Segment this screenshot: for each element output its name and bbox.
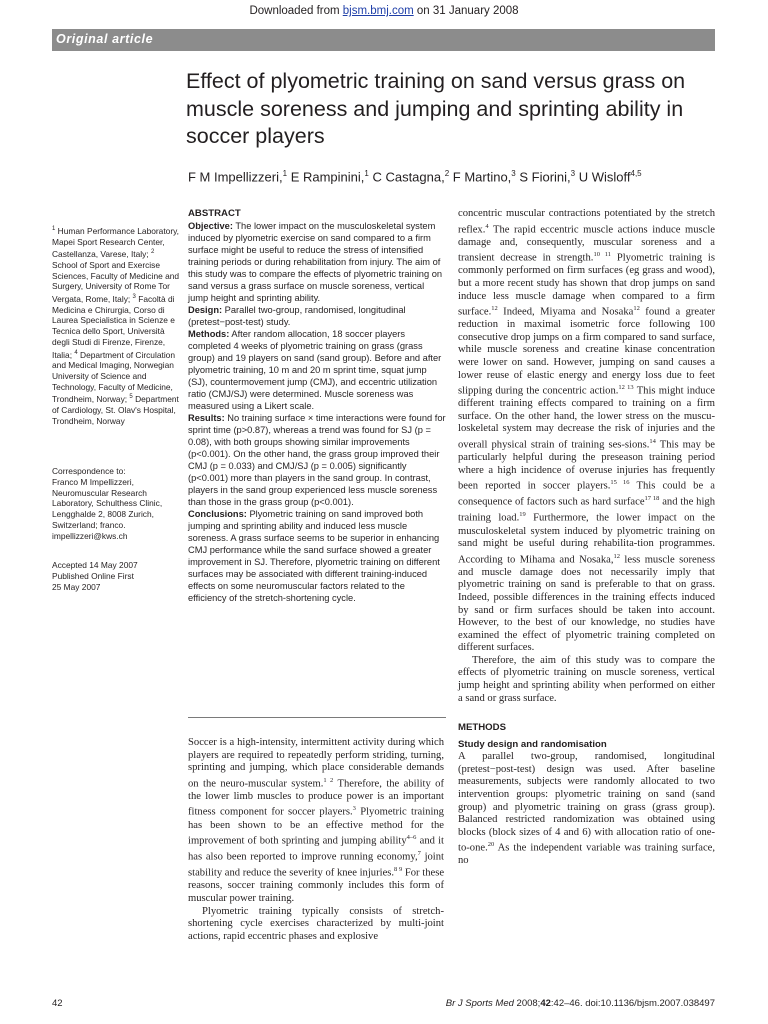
correspondence-line: Neuromuscular Research (52, 487, 147, 498)
conclusions-label: Conclusions: (188, 509, 247, 519)
affiliations (52, 224, 182, 426)
results-text: No training surface × time interactions were found for sprint time (p>0.87), whereas a trend was found for SJ (p = 0.08), with both groups showing similar improvements (p<0.001). On the other hand, the grass group improved their CMJ (p = 0.033) and CMJ/SJ (p = 0.005) significantly (p<0.001) more than players in the sand group. In contrast, players in the sand group experienced less muscle soreness than those in the grass group (p<0.001). (188, 413, 446, 507)
study-design-subheading: Study design and randomisation (458, 738, 607, 750)
citation-ref: 8 9 (394, 866, 403, 874)
body-text: This could be a consequence of factors such as hard surface (458, 480, 715, 508)
journal-year: 2008; (513, 998, 541, 1009)
body-text: and the high training load. (458, 496, 715, 524)
design-label: Design: (188, 305, 223, 315)
author-name: E Rampinini, (287, 169, 365, 185)
affiliation-number: 1 (52, 226, 56, 232)
author-name: F M Impellizzeri, (188, 169, 283, 185)
citation-ref: 12 13 (618, 384, 634, 392)
body-text: Furthermore, the lower impact on the musculoskeletal system induced by plyometric training on sand might be useful during rehabilita-tion programmes. According to Mihama and Nosaka, (458, 512, 715, 566)
methods-heading: METHODS (458, 722, 506, 734)
author-affiliation-ref: 3 (570, 169, 576, 178)
body-text: Plyometric training is commonly performed on firm surfaces (eg grass and wood), but a more recent study has shown that drop jumps on sand induce less muscle damage when compared to a firm surface. (458, 252, 715, 318)
published-online-label: Published Online First (52, 570, 134, 581)
journal-pages-doi: :42–46. doi:10.1136/bjsm.2007.038497 (550, 998, 715, 1009)
body-text: Plyometric training has been shown to be an effective method for the improvement of both sprinting and jumping ability (188, 806, 444, 847)
citation-ref: 12 (613, 552, 621, 560)
citation-ref: 17 18 (644, 495, 660, 503)
citation-ref: 10 11 (593, 251, 611, 259)
author-affiliation-ref: 2 (444, 169, 450, 178)
intro-paragraph-2: Plyometric training typically consists of stretch-shortening cycle exercises characterized by multi-joint actions, rapid eccentric phases and explosive (188, 905, 444, 942)
body-text: A parallel two-group, randomised, longitudinal (pretest−post-test) design was used. After baseline measurements, subjects were randomly allocated to two intervention groups: plyometric training on sand (sand group) and plyometric training on grass (grass group). Balanced restricted randomization was obtained using blocks (block sizes of 4 and 6) with allocation ratio of one-to-one. (458, 751, 715, 854)
correspondence-line: Lengghalde 2, 8008 Zurich, (52, 509, 154, 519)
correspondence-line: Switzerland; franco. (52, 519, 126, 530)
body-text: less muscle soreness and muscle damage does not necessarily imply that plyometric training on sand is preferable to that on grass. Indeed, possible differences in the training effects induced by sand or firm surfaces should be taken into account. However, to the best of our knowledge, no studies have examined the effect of plyometric training completed on different surfaces. (458, 554, 715, 654)
author-name: C Castagna, (368, 169, 445, 185)
body-text: This might induce different training effects compared to training on a firm surface. On the other hand, the lower stress on the muscu-loskeletal system may decrease the risk of injuries and the overall physical strain of training ses-sions. (458, 385, 716, 451)
publication-dates (52, 560, 182, 592)
abstract-divider (188, 717, 446, 718)
intro-paragraph-2-continued (458, 208, 715, 655)
affiliation-text: Department of Cardiology, St. Olav's Hospital, Trondheim, Norway (52, 394, 179, 426)
body-text: Indeed, Miyama and Nosaka (497, 306, 634, 318)
author-affiliation-ref: 1 (364, 169, 369, 178)
abstract-methods (188, 328, 446, 412)
author-affiliation-ref: 3 (511, 169, 516, 178)
download-site-link[interactable]: bjsm.bmj.com (342, 5, 414, 17)
download-prefix: Downloaded from (249, 5, 343, 17)
citation-ref: 4–6 (406, 834, 417, 842)
citation-ref: 19 (519, 511, 526, 519)
citation-ref: 12 (491, 305, 498, 313)
correspondence-line: Laboratory, Schulthess Clinic, (52, 498, 163, 509)
journal-volume: 42 (540, 998, 551, 1009)
abstract (188, 208, 446, 604)
citation-ref: 4 (485, 222, 489, 230)
body-column-left (188, 737, 444, 943)
body-text: Therefore, the ability of the lower limb muscles to produce power is an important fitness component for soccer players. (188, 778, 444, 818)
correspondence-line: Franco M Impellizzeri, (52, 476, 134, 487)
citation-ref: 20 (487, 841, 495, 849)
download-suffix: on 31 January 2008 (413, 5, 519, 17)
objective-text: The lower impact on the musculoskeletal system induced by plyometric exercise on sand compared to a firm surface might be useful to reduce the stress of intensified training periods or during rehabilitation from injury. The aim of this study was to compare the effects of plyometric training on sand versus a grass surface on muscle soreness, vertical jump height and sprinting ability. (188, 221, 443, 303)
body-text: found a greater reduction in maximal isometric force following 100 consecutive drop jumps on a firm compared to sand surface, while muscle soreness and creatine kinase concentration were lower on sand. However, jumping on sand causes a lower reuse of elastic energy and energy loss due to feet slipping during the concentric action. (458, 306, 716, 397)
abstract-conclusions (188, 508, 446, 604)
citation-ref: 12 (633, 305, 640, 313)
page-number: 42 (52, 998, 63, 1009)
affiliation-text: School of Sport and Exercise Sciences, Faculty of Medicine and Surgery, University of Rome Tor Vergata, Rome, Italy; (52, 259, 180, 304)
author-name: F Martino, (449, 169, 512, 185)
affiliation-number: 4 (74, 349, 78, 356)
abstract-heading: ABSTRACT (188, 208, 241, 219)
objective-label: Objective: (188, 221, 233, 231)
citation-ref: 14 (649, 437, 656, 445)
article-title: Effect of plyometric training on sand versus grass on muscle soreness and jumping and sprinting ability in soccer players (186, 69, 686, 148)
body-text: Soccer is a high-intensity, intermittent activity during which players are required to repeatedly perform striding, turning, sprinting and jumping, which place considerable demands on the neuro-muscular system. (188, 737, 444, 790)
affiliation-number: 3 (132, 294, 136, 301)
intro-paragraph-1 (188, 737, 444, 906)
author-name: S Fiorini, (515, 169, 571, 185)
affiliation-number: 2 (151, 249, 155, 256)
author-name: U Wisloff (575, 169, 631, 185)
body-text: The rapid eccentric muscle actions induce muscle damage and, consequently, muscular soreness and a transient decrease in strength. (458, 224, 715, 264)
affiliation-text: Department of Circulation and Medical Imaging, Norwegian University of Science and Technology, Faculty of Medicine, Trondheim, Norway; (52, 349, 175, 405)
affiliation-number: 5 (129, 394, 133, 401)
download-notice (0, 5, 768, 17)
section-label-bar (52, 29, 715, 51)
correspondence-block (52, 466, 182, 541)
author-affiliation-ref: 4,5 (630, 169, 642, 178)
abstract-objective (188, 220, 446, 304)
design-text: Parallel two-group, randomised, longitudinal (pretest−post-test) study. (188, 305, 406, 327)
body-column-right (458, 208, 715, 868)
affiliation-text: Human Performance Laboratory, Mapei Sport Research Center, Castellanza, Varese, Italy; (52, 225, 180, 260)
body-text: and it has also been reported to improve running economy, (188, 835, 444, 863)
body-text: As the independent variable was training surface, no (458, 842, 715, 867)
published-online-date: 25 May 2007 (52, 581, 101, 592)
accepted-date: Accepted 14 May 2007 (52, 560, 138, 570)
conclusions-text: Plyometric training on sand improved both jumping and sprinting ability and induced less muscle soreness. A grass surface seems to be superior in enhancing CMJ performance while the sand surface showed a greater improvement in SJ. Therefore, plyometric training on different surfaces may be associated with different training-induced effects on some neuromuscular factors related to the efficiency of the stretch-shortening cycle. (188, 509, 440, 603)
citation-ref: 7 (417, 850, 421, 858)
citation-ref: 15 16 (610, 479, 630, 487)
correspondence-line: Correspondence to: (52, 466, 126, 476)
intro-paragraph-aim: Therefore, the aim of this study was to compare the effects of plyometric training on muscle soreness, vertical jump height and sprinting ability when performed on either a sand or grass surface. (458, 654, 715, 704)
correspondence-email[interactable]: impellizzeri@kws.ch (52, 530, 128, 541)
author-list (188, 166, 728, 185)
body-text: For these reasons, soccer training commonly includes this form of muscular power training. (188, 867, 445, 905)
results-label: Results: (188, 413, 225, 423)
body-text: This may be particularly helpful during the preseason training period where a high incidence of overuse injuries has frequently been reported in soccer players. (458, 439, 715, 492)
section-label: Original article (56, 32, 154, 46)
abstract-results (188, 412, 446, 508)
abstract-design (188, 304, 446, 328)
citation-ref: 1 2 (323, 776, 334, 784)
methods-paragraph-1 (458, 751, 715, 868)
body-text: concentric muscular contractions potentiated by the stretch reflex. (458, 208, 715, 236)
author-affiliation-ref: 1 (282, 169, 288, 178)
methods-label: Methods: (188, 329, 230, 339)
body-text: joint stability and reduce the severity of knee injuries. (188, 851, 444, 879)
footer-citation (400, 998, 715, 1009)
citation-ref: 3 (352, 805, 356, 813)
journal-name: Br J Sports Med (445, 998, 514, 1009)
affiliation-text: Facoltà di Medicina e Chirurgia, Corso di Laurea Specialistica in Scienze e Tecnica dello Sport, Università degli Studi di Firenze, Firenze, Italia; (52, 293, 175, 360)
methods-text: After random allocation, 18 soccer players completed 4 weeks of plyometric training on grass (grass group) and 19 players on sand (sand group). Before and after plyometric training, 10 m and 20 m sprint time, squat jump (SJ), countermovement jump (CMJ), and eccentric utilization ratio (CMJ/SJ) were determined. Muscle soreness was measured using a Likert scale. (188, 329, 442, 411)
